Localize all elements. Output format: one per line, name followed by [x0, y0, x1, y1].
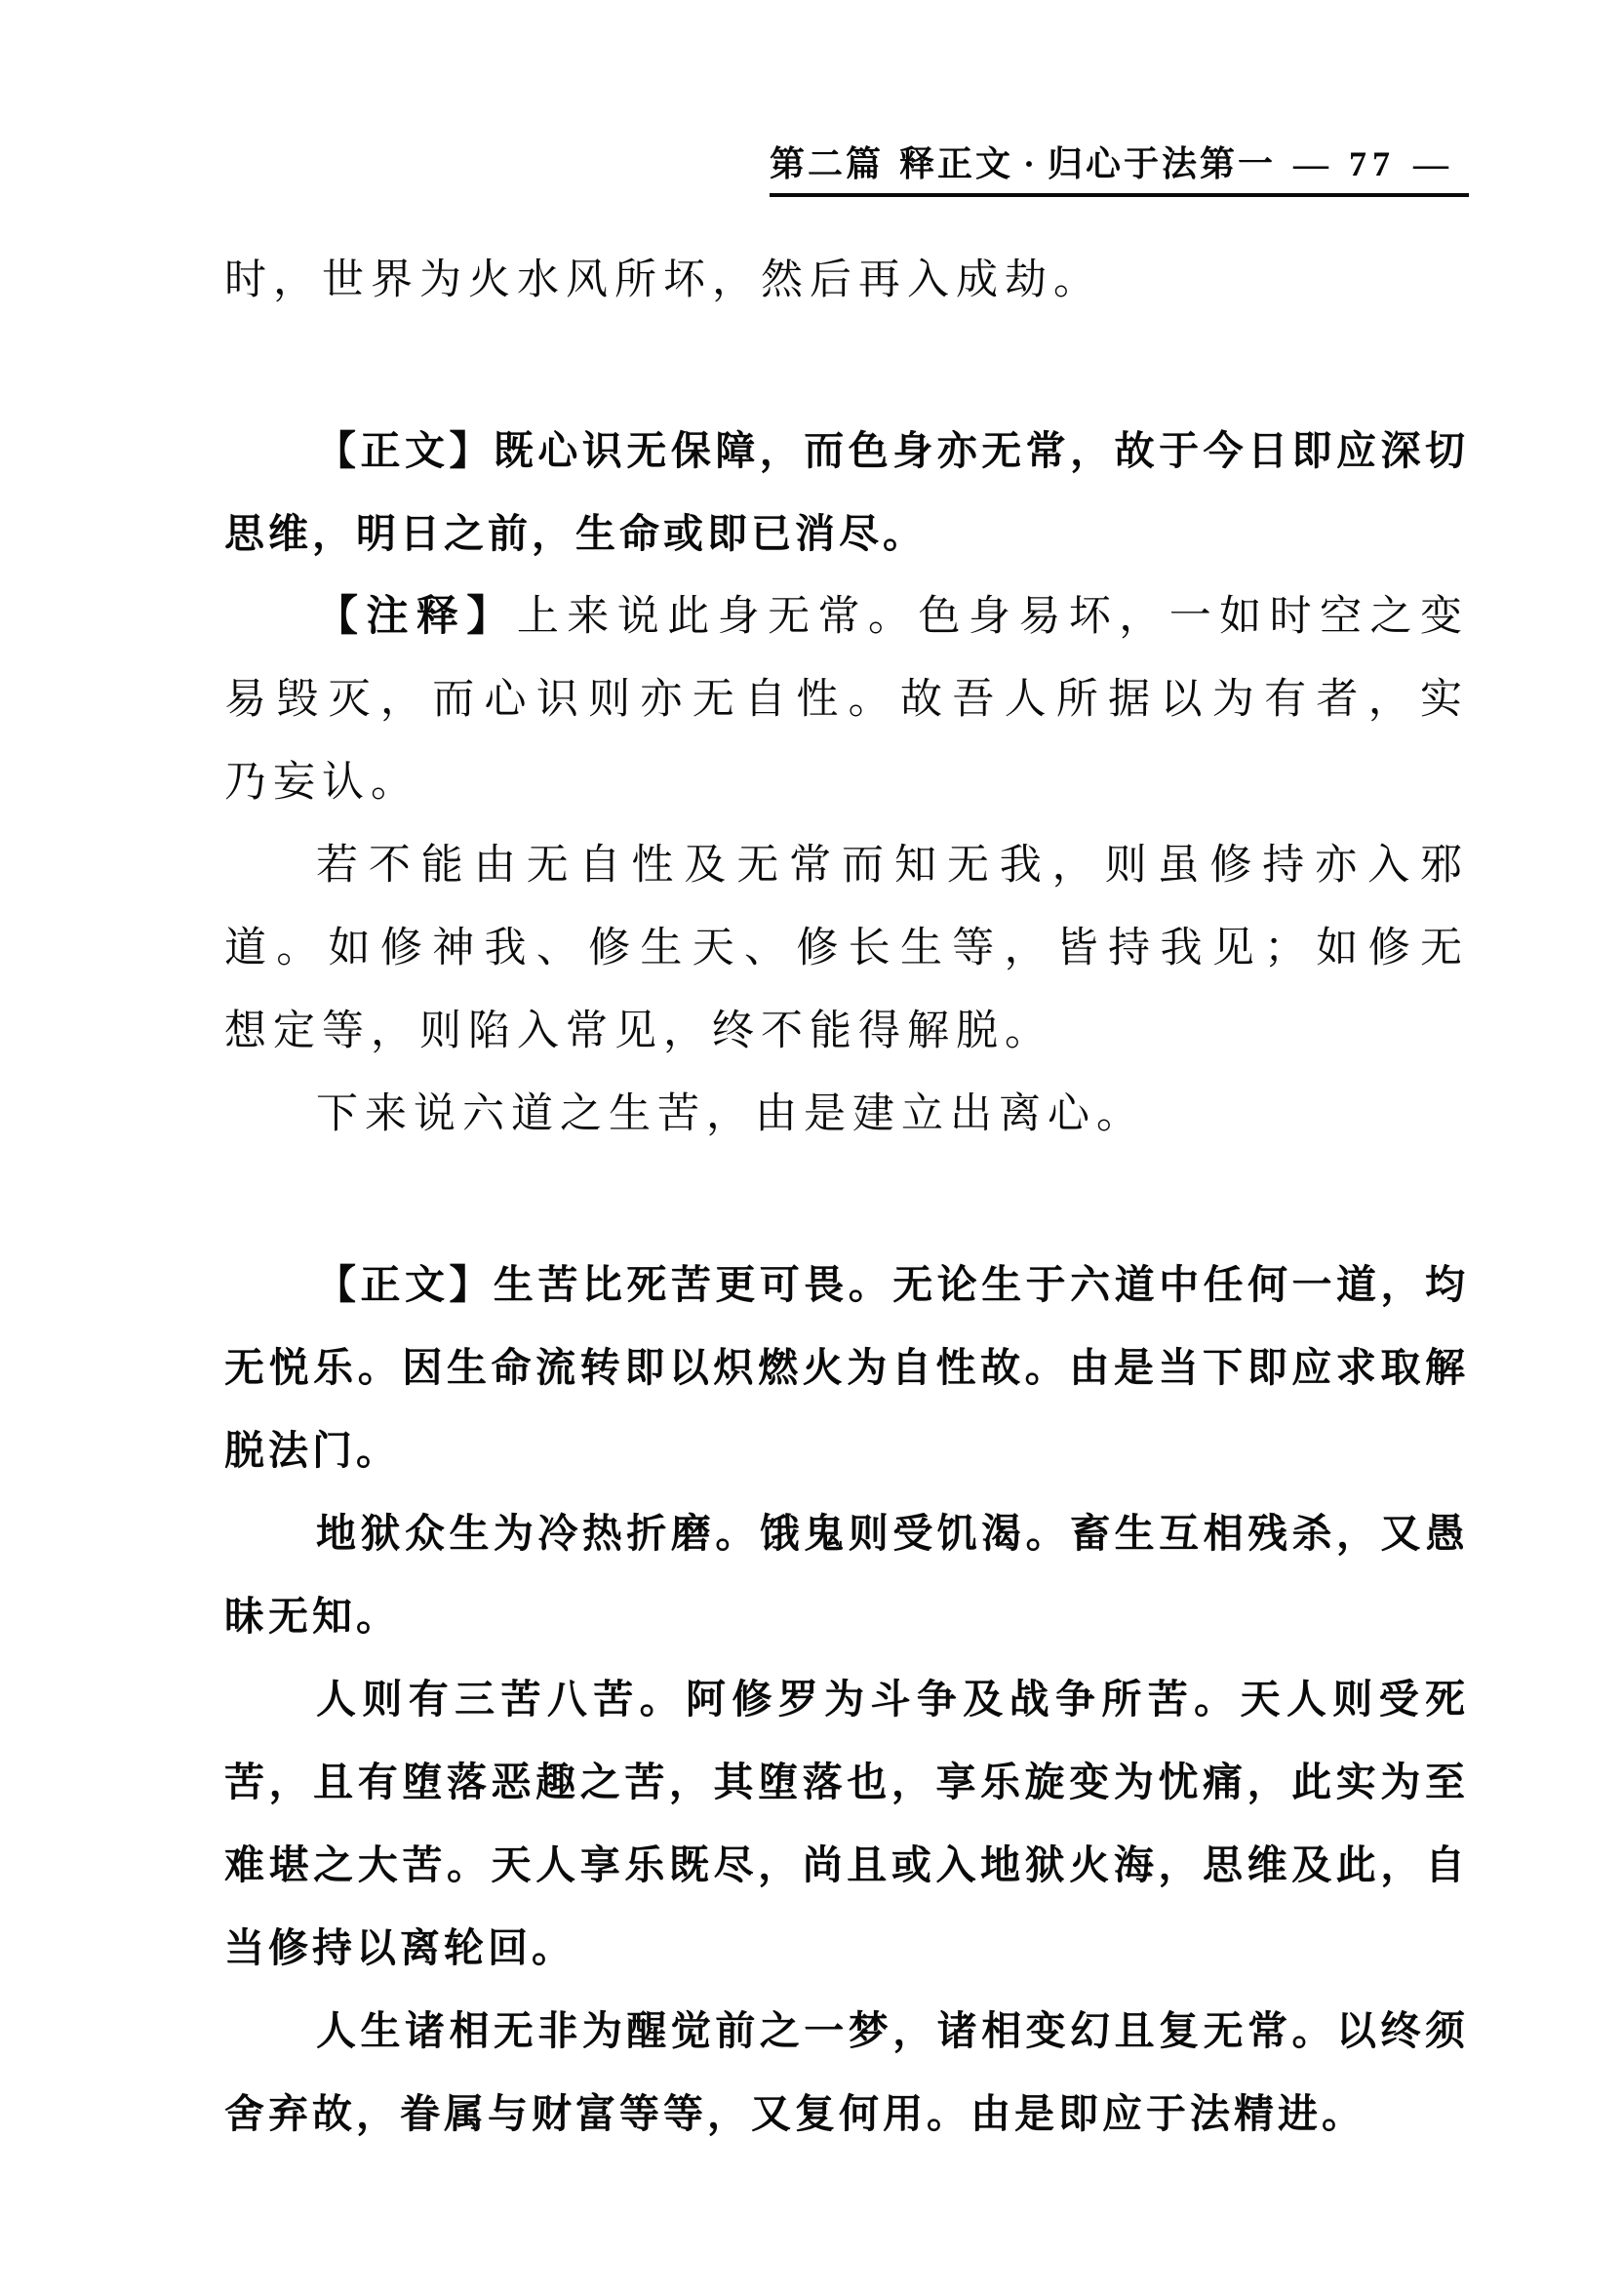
separator-dot: · [1022, 144, 1038, 183]
text-line: 脱法门。 [224, 1428, 400, 1473]
text-line: 时，世界为火水风所坏，然后再入成劫。 [224, 257, 1102, 303]
text-line-content: 既心识无保障，而色身亦无常，故于今日即应深切 [493, 428, 1469, 473]
text-line: 乃妄认。 [224, 760, 419, 806]
zhushi-label: 【注释】 [316, 593, 517, 640]
zhengwen-label: 【正文】 [316, 428, 494, 473]
page-number: 77 [1349, 144, 1396, 183]
text-line [224, 410, 1469, 493]
text-line: 下来说六道之生苦，由是建立出离心。 [316, 1091, 1145, 1137]
text-line-content: 生苦比死苦更可畏。无论生于六道中任何一道，均 [493, 1262, 1469, 1307]
text-line: 道。如修神我、修生天、修长生等，皆持我见；如修无 [224, 926, 1469, 971]
text-line: 昧无知。 [224, 1594, 400, 1639]
text-line: 苦，且有堕落恶趣之苦，其堕落也，享乐旋变为忧痛，此实为至 [224, 1760, 1469, 1804]
subtitle: 归心于法第一 [1047, 144, 1276, 183]
text-line: 地狱众生为冷热折磨。饿鬼则受饥渴。畜生互相残杀，又愚 [316, 1511, 1469, 1556]
page-number-dash-left: — [1293, 144, 1331, 183]
text-line: 难堪之大苦。天人享乐既尽，尚且或入地狱火海，思维及此，自 [224, 1842, 1469, 1887]
text-line: 人则有三苦八苦。阿修罗为斗争及战争所苦。天人则受死 [316, 1677, 1469, 1722]
chapter-title: 释正文 [898, 144, 1013, 183]
text-line: 无悦乐。因生命流转即以炽燃火为自性故。由是当下即应求取解 [224, 1345, 1469, 1390]
running-head [770, 144, 1469, 197]
text-line: 思维，明日之前，生命或即已消尽。 [224, 511, 927, 556]
text-line: 想定等，则陷入常见，终不能得解脱。 [224, 1009, 1053, 1054]
text-line [224, 575, 1469, 658]
text-line [224, 1244, 1469, 1326]
text-line-content: 上来说此身无常。色身易坏，一如时空之变 [516, 594, 1470, 640]
page-number-dash-right: — [1413, 144, 1451, 183]
text-line: 当修持以离轮回。 [224, 1925, 575, 1970]
zhengwen-label: 【正文】 [316, 1262, 494, 1307]
text-line: 人生诸相无非为醒觉前之一梦，诸相变幻且复无常。以终须 [316, 2008, 1469, 2053]
section-title: 第二篇 [769, 144, 884, 183]
text-line: 舍弃故，眷属与财富等等，又复何用。由是即应于法精进。 [224, 2091, 1366, 2136]
text-line: 若不能由无自性及无常而知无我，则虽修持亦入邪 [316, 843, 1469, 889]
text-body [224, 239, 1469, 2156]
text-line: 易毁灭，而心识则亦无自性。故吾人所据以为有者，实 [224, 677, 1469, 723]
